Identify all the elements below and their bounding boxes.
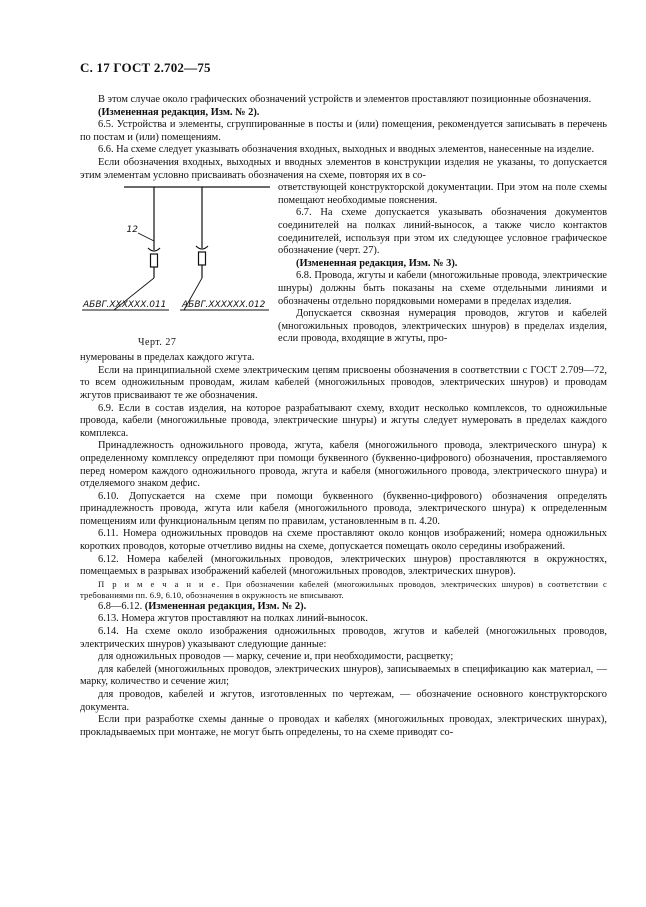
figure-side-text <box>278 182 607 346</box>
paragraph: 6.10. Допускается на схеме при помощи буквенного (буквенно-цифрового) обозначения определять принадлежность провода, жгута или кабеля (многожильного провода, электрического шнура) к определенным помещениям или функциональным цепям по правилам, установленным в п. 4.20. <box>80 490 607 527</box>
left-plug-symbol <box>151 254 158 267</box>
revision-note: (Измененная редакция, Изм. № 2). <box>98 106 260 118</box>
paragraph: Принадлежность одножильного провода, жгута, кабеля (многожильного провода, электрического шнура) к определенному комплексу определяют при помощи буквенного (буквенно-цифрового) обозначения, проставляемого перед номером каждого одножильного провода, жгута и кабеля (многожильного провода, электрического шнура) и отделяемого знаком дефис. <box>80 440 607 490</box>
paragraph: Если обозначения входных, выходных и вводных элементов в конструкции изделия не указаны, то допускается этим элементам условно присваивать обозначения на схеме, повторяя их в со- <box>80 156 607 181</box>
paragraph: для кабелей (многожильных проводов, электрических шнуров), записываемых в спецификацию как материал, — марку, количество и сечение жил; <box>80 663 607 688</box>
document-body <box>80 94 607 739</box>
right-designation: АБВГ.XXXXXX.012 <box>182 300 266 311</box>
paragraph: для проводов, кабелей и жгутов, изготовленных по чертежам, — обозначение основного конструкторского документа. <box>80 689 607 713</box>
figure-caption: Черт. 27 <box>138 337 177 349</box>
paragraph: 6.13. Номера жгутов проставляют на полках линий-выносок. <box>98 613 368 625</box>
revision-note: (Измененная редакция, Изм. № 3). <box>296 257 458 269</box>
paragraph: 6.14. На схеме около изображения одножильных проводов, жгутов и кабелей (многожильных проводов, электрических шнуров) указывают следующие данные: <box>80 626 607 650</box>
figure-27 <box>80 182 270 352</box>
paragraph: для одножильных проводов — марку, сечение и, при необходимости, расцветку; <box>98 651 454 663</box>
figure-row <box>80 182 607 352</box>
paragraph: 6.12. Номера кабелей (многожильных проводов, электрических шнуров) проставляются в окружностях, помещаемых в разрывах изображений кабелей (многожильных проводов, электрических шнуров). <box>80 553 607 578</box>
paragraph: Если при разработке схемы данные о проводах и кабелях (многожильных проводах, электрических шнурах), прокладываемых при монтаже, не могут быть определены, то на схеме приводят со- <box>80 714 607 738</box>
paragraph <box>80 601 607 614</box>
paragraph: 6.11. Номера одножильных проводов на схеме проставляют около концов изображений; номера одножильных коротких проводов, которые отчетливо видны на схеме, допускается помещать около середины изображений. <box>80 528 607 553</box>
left-designation: АБВГ.XXXXXX.011 <box>83 300 167 311</box>
paragraph: 6.6. На схеме следует указывать обозначения входных, выходных и вводных элементов, нанесенные на изделие. <box>98 144 595 156</box>
note-label: П р и м е ч а н и е. <box>98 578 221 589</box>
paragraph: В этом случае около графических обозначений устройств и элементов проставляют позиционные обозначения. <box>98 94 592 105</box>
paragraph: Если на принципиальной схеме электрическим цепям присвоены обозначения в соответствии с ГОСТ 2.709—72, то всем одножильным проводам, жилам кабелей (многожильных проводов, электрических шнуров) и проводам жгутов присваивают те же обозначения. <box>80 364 607 401</box>
paragraph: Допускается сквозная нумерация проводов, жгутов и кабелей (многожильных проводов, электрических шнуров) в пределах изделия, если провода, входящие в жгуты, про- <box>278 308 607 345</box>
contact-count-label: 12 <box>126 225 138 236</box>
clause-range: 6.8—6.12. <box>98 600 143 612</box>
connector-diagram <box>80 182 270 352</box>
revision-note: (Измененная редакция, Изм. № 2). <box>144 600 307 612</box>
paragraph: 6.8. Провода, жгуты и кабели (многожильные провода, электрические шнуры) должны быть показаны на схеме отдельными линиями и обозначены отдельно порядковыми номерами в пределах изделия. <box>278 270 607 307</box>
note-text: При обозначении кабелей (многожильных проводов, электрических шнуров) в соответствии с требованиями пп. 6.9, 6.10, обозначения в окружность не вписывают. <box>80 578 607 600</box>
paragraph: ответствующей конструкторской документации. При этом на поле схемы помещают необходимые пояснения. <box>278 182 607 206</box>
page-header: С. 17 ГОСТ 2.702—75 <box>80 60 211 75</box>
paragraph: 6.7. На схеме допускается указывать обозначения документов соединителей на полках линий-выносок, а также число контактов соединителей, используя при этом их следующее условное графическое обозначение (черт. 27). <box>278 207 607 257</box>
paragraph: 6.9. Если в состав изделия, на которое разрабатывают схему, входит несколько комплексов, то одножильные провода, кабели (многожильные провода, электрические шнуры) и жгуты следует нумеровать в пределах каждого комплекса. <box>80 402 607 439</box>
note <box>80 579 607 601</box>
count-leader <box>138 233 154 241</box>
right-plug-symbol <box>199 252 206 265</box>
paragraph: 6.5. Устройства и элементы, сгруппированные в посты и (или) помещения, рекомендуется записывать в перечень по постам и (или) помещениям. <box>80 119 607 143</box>
paragraph: нумерованы в пределах каждого жгута. <box>80 352 255 364</box>
